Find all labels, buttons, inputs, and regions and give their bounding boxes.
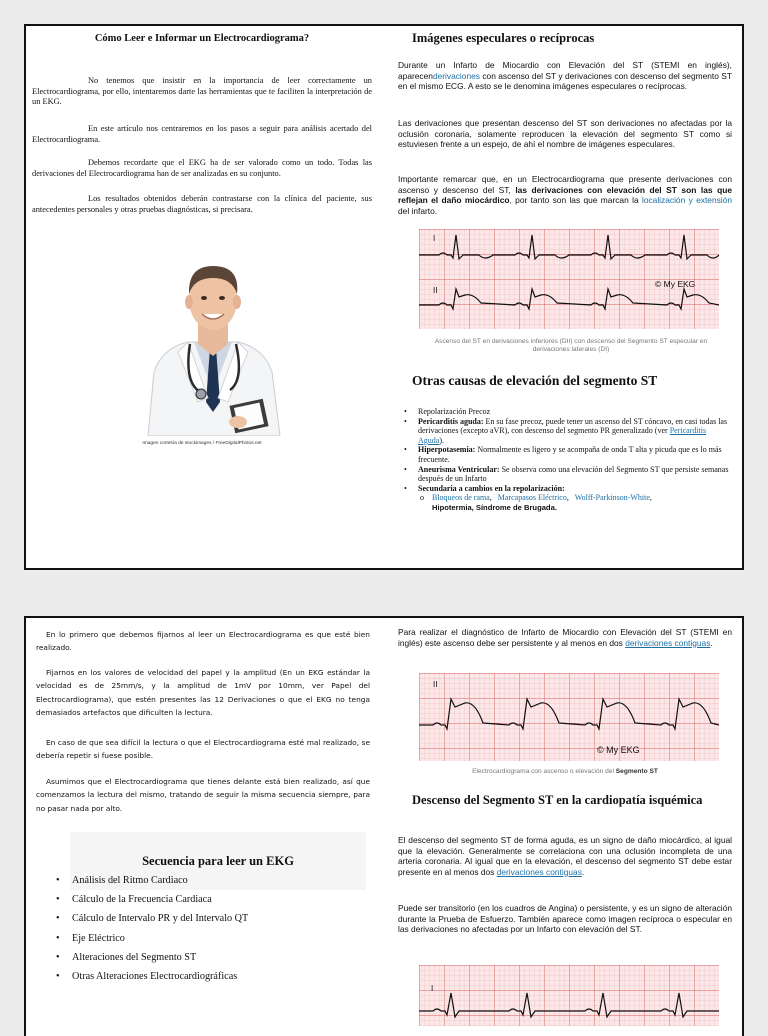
- other-causes-list: [398, 407, 732, 513]
- intro-paragraph-2: En este artículo nos centraremos en los pasos a seguir para análisis acertado del Electrocardiograma.: [32, 124, 372, 144]
- list-item: • Alteraciones del Segmento ST: [56, 951, 197, 963]
- doctor-illustration: [128, 252, 298, 436]
- list-item: • Análisis del Ritmo Cardiaco: [56, 875, 188, 886]
- link-wpw[interactable]: Wolff-Parkinson-White: [574, 493, 650, 503]
- ekg-watermark: © My EKG: [597, 745, 640, 755]
- link-marcapasos[interactable]: Marcapasos Eléctrico: [497, 493, 567, 503]
- ekg-strip-elevation: [419, 673, 719, 761]
- list-item: • Secundaria a cambios en la repolarización:: [404, 483, 565, 493]
- image-caption: Imagen cortesía de stockimages / FreeDigitalPhotos.net: [142, 441, 262, 446]
- ekg-strip-depression: [419, 965, 719, 1026]
- list-item: • Hiperpotasemia: Normalmente es ligero y se acompaña de onda T alta y picuda que es lo más frecuente.: [404, 445, 722, 464]
- ekg-lead-label-top: I: [433, 234, 436, 243]
- ekg-caption-mirror: Ascenso del ST en derivaciones inferiores (DII) con descenso del Segmento ST especular en derivaciones laterales (DI): [434, 338, 708, 354]
- depression-paragraph-2: Puede ser transitorio (en los cuadros de Angina) o persistente, y es un signo de alteración durante la Prueba de Esfuerzo. También aparece como imagen recíproca o especular en las derivaciones no afectadas por un Infarto con elevación del ST.: [398, 903, 732, 935]
- sequence-title: Secuencia para leer un EKG: [142, 854, 294, 868]
- depression-paragraph-1: El descenso del segmento ST de forma aguda, es un signo de daño miocárdico, al igual que la elevación. Generalmente se correlaciona con una oclusión incompleta de una arteria coronaria. Al igual que en la elevación, el descenso del segmento ST debe estar presente en al menos dos derivaciones contiguas.: [398, 835, 732, 877]
- intro-paragraph-1: No tenemos que insistir en la importancia de leer correctamente un Electrocardiograma, por ello, intentaremos darte las herramientas que te faciliten la interpretación de un EKG.: [32, 76, 372, 107]
- link-derivaciones-contiguas-2[interactable]: derivaciones contiguas: [496, 866, 582, 877]
- mirror-paragraph-3: Importante remarcar que, en un Electrocardiograma que presente derivaciones con ascenso y descenso del ST, las derivaciones con elevación del ST son las que reflejan el daño miocárdico, por tanto son las que marcan la localización y extensión del infarto.: [398, 174, 732, 216]
- link-derivaciones[interactable]: derivaciones: [432, 70, 480, 81]
- reading-paragraph-2: Fijarnos en los valores de velocidad del papel y la amplitud (En un EKG estándar la velocidad es de 25mm/s, y la amplitud de 1mV por 10mm, ver Papel del Electrocardiograma), que estén presentes las 12 Derivaciones o que el EKG no tenga demasiados artefactos que dificulten la lectura.: [36, 668, 370, 718]
- stemi-paragraph: Para realizar el diagnóstico de Infarto de Miocardio con Elevación del ST (STEMI en inglés) este ascenso debe ser persistente y al menos en dos derivaciones contiguas.: [398, 627, 732, 648]
- ekg-lead-label-bottom: II: [433, 286, 438, 295]
- ekg-watermark: © My EKG: [655, 279, 696, 289]
- list-item: • Otras Alteraciones Electrocardiográficas: [56, 971, 238, 983]
- list-item: • Repolarización Precoz: [404, 407, 491, 416]
- mirror-paragraph-2: Las derivaciones que presentan descenso del ST son derivaciones no afectadas por la oclusión coronaria, solamente reproducen la elevación del segmento ST como si estuviesen frente a un espejo, de ahí el nombre de imágenes especulares.: [398, 118, 732, 150]
- list-item: • Aneurisma Ventricular: Se observa como una elevación del Segmento ST que persiste semanas después de un Infarto: [404, 464, 729, 484]
- list-item: • Cálculo de la Frecuencia Cardiaca: [56, 894, 212, 906]
- intro-paragraph-4: Los resultados obtenidos deberán contrastarse con la clínica del paciente, sus antecedentes personales y otras pruebas diagnósticas, si precisara.: [32, 194, 372, 214]
- heading-other-causes: Otras causas de elevación del segmento ST: [412, 373, 658, 388]
- heading-mirror-images: Imágenes especulares o recíprocas: [412, 31, 595, 45]
- intro-paragraph-3: Debemos recordarte que el EKG ha de ser valorado como un todo. Todas las derivaciones del Electrocardiograma han de ser analizadas en su conjunto.: [32, 158, 372, 178]
- ekg-lead-label: II: [433, 680, 438, 689]
- sequence-list: [56, 871, 376, 986]
- ekg-caption-elevation: Electrocardiograma con ascenso o elevación del Segmento ST: [472, 768, 658, 775]
- page-1: [24, 24, 744, 570]
- ekg-strip-mirror: [419, 229, 719, 329]
- list-item: • Eje Eléctrico: [56, 932, 125, 944]
- page-2: [24, 616, 744, 1036]
- reading-paragraph-1: En lo primero que debemos fijarnos al leer un Electrocardiograma es que esté bien realizado.: [36, 630, 370, 653]
- link-pericarditis[interactable]: Pericarditis Aguda: [418, 426, 707, 445]
- list-item: • Pericarditis aguda: En su fase precoz, puede tener un ascenso del ST cóncavo, en casi todas las derivaciones (excepto aVR), con descenso del segmento PR generalizado (ver Pericarditis Aguda).: [404, 416, 728, 445]
- link-bloqueos[interactable]: Bloqueos de rama: [432, 493, 490, 503]
- list-item: • Cálculo de Intervalo PR y del Intervalo QT: [56, 913, 249, 925]
- mirror-paragraph-1: Durante un Infarto de Miocardio con Elevación del ST (STEMI en inglés), aparecenderivaciones con ascenso del ST y derivaciones con descenso del segmento ST en el mismo ECG. A esto se le denomina imágenes especulares o recíprocas.: [398, 60, 732, 92]
- ekg-lead-label: I: [431, 984, 434, 993]
- sub-list-item: o Bloqueos de rama, Marcapasos Eléctrico, Wolff-Parkinson-White, Hipotermia, Síndrome de Brugada.: [420, 493, 652, 512]
- reading-paragraph-4: Asumimos que el Electrocardiograma que tienes delante está bien realizado, así que comenzamos la lectura del mismo, tratando de seguir la misma secuencia siempre, para no pasar nada por alto.: [36, 777, 370, 813]
- article-title: Cómo Leer e Informar un Electrocardiograma?: [94, 33, 310, 44]
- link-localizacion[interactable]: localización y extensión: [641, 195, 732, 206]
- reading-paragraph-3: En caso de que sea difícil la lectura o que el Electrocardiograma esté mal realizado, se debería repetir si fuese posible.: [36, 738, 370, 761]
- heading-st-depression: Descenso del Segmento ST en la cardiopatía isquémica: [412, 793, 703, 807]
- link-derivaciones-contiguas[interactable]: derivaciones contiguas: [625, 637, 711, 648]
